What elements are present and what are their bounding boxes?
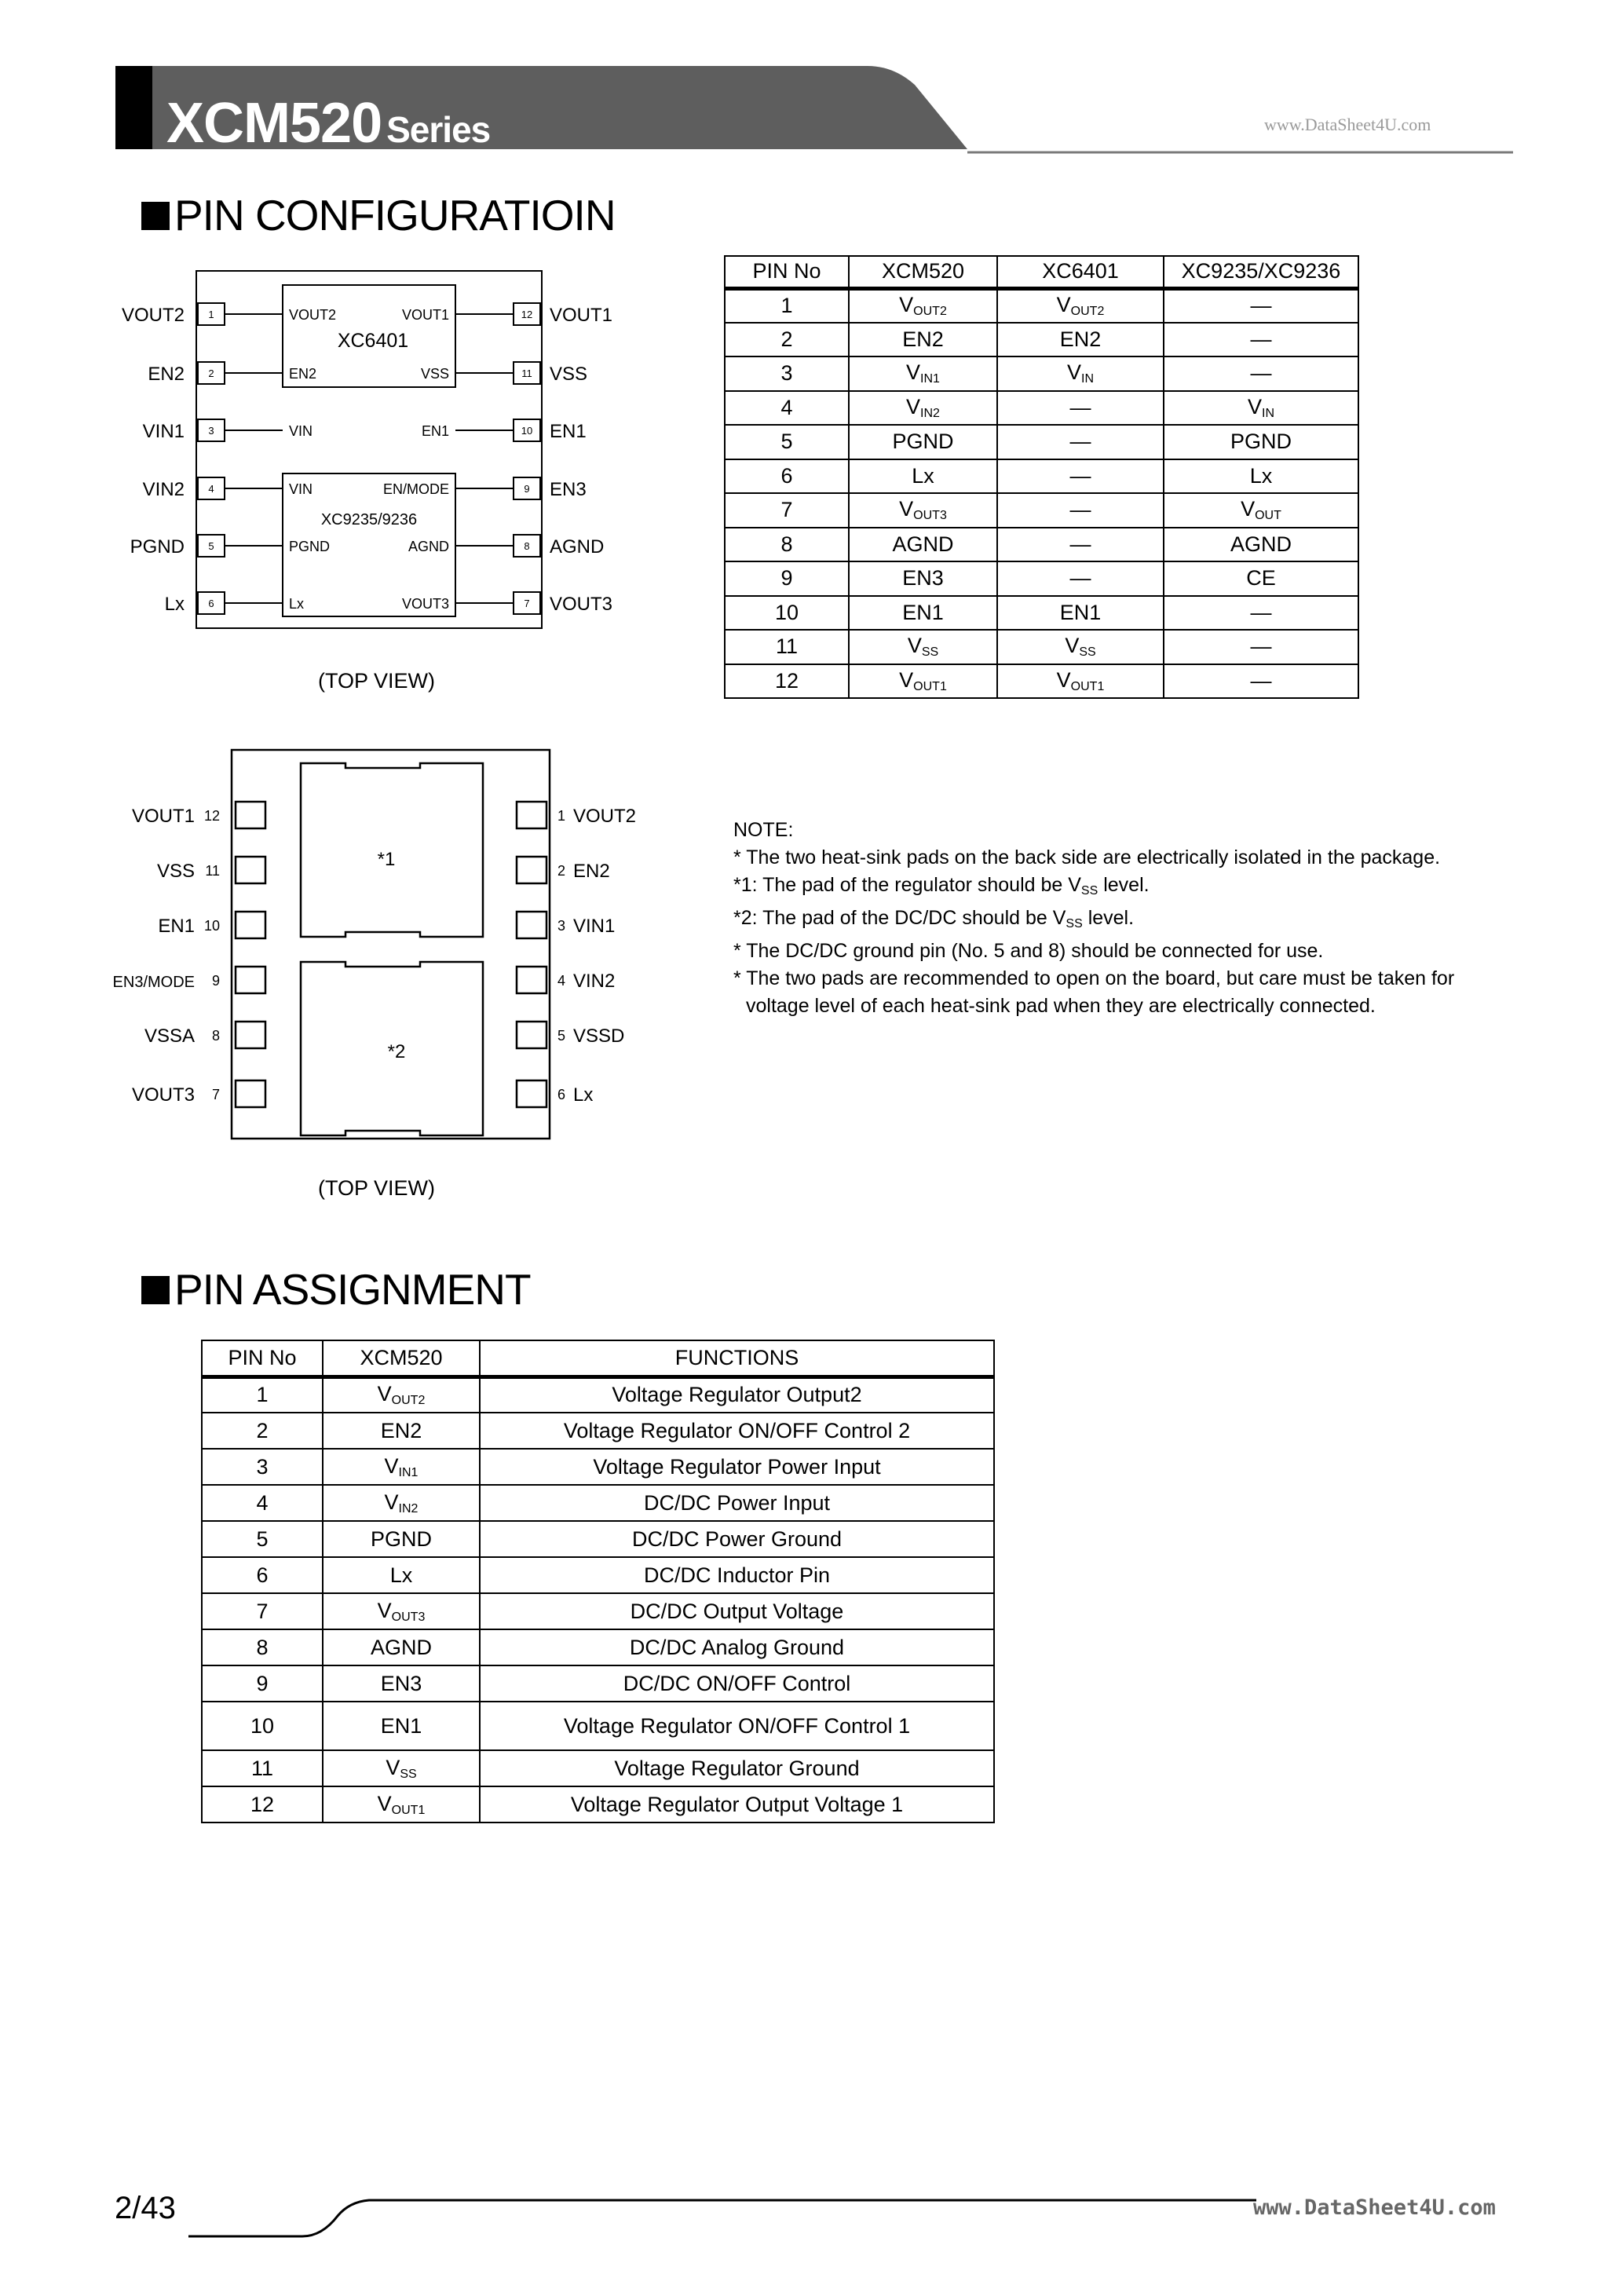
table-cell: $V_{OUT3}$ [323,1593,480,1629]
chip-pin-label: VOUT3 [401,596,449,612]
table-row [725,561,1358,596]
table-row [202,1557,994,1593]
package-pin [236,1022,265,1048]
table-cell: $V_{OUT3}$ [849,493,997,528]
table-row [725,425,1358,459]
pin-assignment-heading: PIN ASSIGNMENT [141,1264,531,1314]
table-cell: $V_{SS}$ [997,630,1164,664]
pin-label: VSSA [144,1026,195,1047]
table-cell: 4 [202,1485,323,1521]
table-cell: EN2 [849,323,997,357]
column-header: PIN No [202,1340,323,1377]
pin-number: 6 [557,1087,566,1102]
table-cell: — [1164,596,1358,631]
pin-label: EN2 [573,861,610,882]
notes-block [733,817,1574,1020]
package-pin [517,1080,546,1107]
table-cell: EN1 [997,596,1164,631]
column-header: XC9235/XC9236 [1164,256,1358,288]
pin-label: VIN1 [142,421,185,442]
table-cell: PGND [1164,425,1358,459]
pin-label: PGND [130,536,185,558]
pin-number: 10 [521,425,533,437]
table-cell: — [1164,664,1358,699]
table-cell: Voltage Regulator Power Input [480,1449,994,1485]
table-row [202,1377,994,1413]
pin-number: 11 [205,863,220,879]
pin-number: 8 [524,540,530,552]
pin-label: EN3/MODE [112,974,195,991]
table-row [202,1665,994,1702]
pin-number: 4 [208,483,214,495]
table-cell: EN2 [997,323,1164,357]
pin-number: 5 [208,540,214,552]
table-row [202,1702,994,1750]
table-cell: DC/DC Power Input [480,1485,994,1521]
table-cell: 3 [202,1449,323,1485]
table-cell: $V_{SS}$ [323,1750,480,1786]
series-suffix: Series [386,109,491,150]
table-cell: 10 [202,1702,323,1750]
table-row [725,356,1358,391]
pin-label: VOUT1 [550,305,613,326]
table-cell: EN3 [323,1665,480,1702]
table-cell: $V_{OUT1}$ [849,664,997,699]
table-row [202,1521,994,1557]
table-cell: Lx [1164,459,1358,494]
pin-number: 5 [557,1028,566,1044]
footer-url[interactable]: www.DataSheet4U.com [1253,2195,1496,2220]
note-line: voltage level of each heat-sink pad when they are electrically connected. [746,995,1376,1017]
table-row [202,1593,994,1629]
heading-square-icon [141,202,170,230]
table-cell: DC/DC ON/OFF Control [480,1665,994,1702]
table-cell: 8 [202,1629,323,1665]
pin-label: Lx [164,594,185,615]
package-pin [517,1022,546,1048]
table-row [725,459,1358,494]
table-row [725,391,1358,426]
table-cell: CE [1164,561,1358,596]
table-row [725,596,1358,631]
pin-label: EN1 [550,421,587,442]
pad-label: *2 [387,1041,406,1062]
pin-number: 12 [521,309,533,320]
table-cell: 8 [725,528,849,562]
table-cell: $V_{OUT2}$ [849,288,997,323]
package-outline [196,271,542,628]
chip-pin-label: Lx [289,596,305,612]
pin-number: 4 [557,973,566,989]
pin-number: 9 [211,973,220,989]
table-cell: PGND [849,425,997,459]
table-cell: AGND [1164,528,1358,562]
table-cell: — [997,425,1164,459]
table-cell: $V_{OUT}$ [1164,493,1358,528]
table-cell: Lx [849,459,997,494]
pin-label: EN1 [158,916,195,937]
table-cell: DC/DC Inductor Pin [480,1557,994,1593]
table-cell: $V_{IN2}$ [849,391,997,426]
table-cell: DC/DC Power Ground [480,1521,994,1557]
package-pin [236,967,265,993]
table-cell: 1 [725,288,849,323]
note-title: NOTE: [733,819,794,841]
note-line: * The two pads are recommended to open on the board, but care must be taken for [733,967,1455,989]
pin-label: VIN2 [142,479,185,500]
table-cell: Voltage Regulator Output2 [480,1377,994,1413]
table-cell: AGND [849,528,997,562]
table-cell: Voltage Regulator Ground [480,1750,994,1786]
table-cell: 5 [725,425,849,459]
chip-pin-label: VIN [289,481,313,497]
package-diagram [110,746,707,1158]
table-row [202,1449,994,1485]
note-line: * The DC/DC ground pin (No. 5 and 8) should be connected for use. [733,940,1324,962]
table-cell: 4 [725,391,849,426]
table-row [202,1750,994,1786]
note-line: *2: The pad of the DC/DC should be $V_{SS}$ level. [733,907,1135,930]
chip-pin-label: VOUT1 [401,307,449,323]
table-cell: 1 [202,1377,323,1413]
table-cell: 5 [202,1521,323,1557]
table-cell: — [1164,356,1358,391]
table-cell: 12 [725,664,849,699]
table-cell: $V_{IN1}$ [323,1449,480,1485]
chip-pin-label: VSS [420,366,449,382]
table-cell: 7 [202,1593,323,1629]
package-pin [236,802,265,828]
table-cell: EN3 [849,561,997,596]
table-cell: DC/DC Analog Ground [480,1629,994,1665]
table-cell: Voltage Regulator ON/OFF Control 2 [480,1413,994,1449]
pin-label: VOUT2 [573,806,637,827]
pin-label: EN2 [148,364,185,385]
note-line: * The two heat-sink pads on the back side are electrically isolated in the package. [733,846,1441,868]
table-row [725,630,1358,664]
pin-diagram-top [110,259,660,671]
table-row [725,493,1358,528]
pin-number: 11 [521,367,532,379]
table-cell: Voltage Regulator Output Voltage 1 [480,1786,994,1823]
chip-pin-label: AGND [408,539,449,554]
table-cell: Voltage Regulator ON/OFF Control 1 [480,1702,994,1750]
table-cell: — [997,391,1164,426]
table-cell: $V_{IN}$ [997,356,1164,391]
table-row [202,1786,994,1823]
table-cell: EN1 [849,596,997,631]
note-line: *1: The pad of the regulator should be $V_{SS}$ level. [733,874,1150,898]
table-cell: — [997,528,1164,562]
table-cell: — [997,459,1164,494]
table-cell: DC/DC Output Voltage [480,1593,994,1629]
table-cell: $V_{OUT2}$ [323,1377,480,1413]
document-title [166,91,490,155]
table-row [202,1629,994,1665]
pin-label: VOUT3 [131,1084,195,1106]
page-number: 2/43 [115,2191,176,2225]
table-cell: 2 [725,323,849,357]
column-header: FUNCTIONS [480,1340,994,1377]
table-cell: AGND [323,1629,480,1665]
table-cell: $V_{IN2}$ [323,1485,480,1521]
chip-top-label: XC6401 [337,330,409,352]
table-cell: 9 [202,1665,323,1702]
pin-number: 1 [208,309,214,320]
table-cell: 12 [202,1786,323,1823]
pin-number: 6 [208,598,214,609]
table-cell: PGND [323,1521,480,1557]
column-header: XC6401 [997,256,1164,288]
package-top-view-label: (TOP VIEW) [318,1176,436,1200]
table-row [202,1413,994,1449]
pin-label: AGND [550,536,605,558]
table-cell: $V_{IN}$ [1164,391,1358,426]
table-cell: — [1164,288,1358,323]
table-cell: 6 [725,459,849,494]
table-cell: — [997,493,1164,528]
pin-number: 10 [203,918,220,934]
table-cell: 10 [725,596,849,631]
pin-configuration-heading: PIN CONFIGURATIOIN [141,190,616,240]
pin-label: VOUT2 [121,305,185,326]
package-pin [236,912,265,938]
table-cell: 6 [202,1557,323,1593]
pin-number: 3 [208,425,214,437]
package-pin [517,967,546,993]
header-url[interactable]: www.DataSheet4U.com [1264,115,1431,134]
pin-number: 1 [557,808,566,824]
column-header: XCM520 [323,1340,480,1377]
pin-label: EN3 [550,479,587,500]
table-header-row [725,256,1358,288]
table-cell: 2 [202,1413,323,1449]
chip-pin-label: EN1 [421,423,449,439]
pin-number: 12 [203,808,220,824]
table-cell: Lx [323,1557,480,1593]
table-row [725,288,1358,323]
table-cell: 11 [202,1750,323,1786]
table-cell: EN1 [323,1702,480,1750]
table-cell: $V_{IN1}$ [849,356,997,391]
heading-square-icon [141,1276,170,1304]
series-name: XCM520 [166,92,382,155]
package-pin [236,857,265,883]
column-header: PIN No [725,256,849,288]
pin-number: 9 [524,483,530,495]
pad-label: *1 [377,849,396,870]
package-pin [236,1080,265,1107]
table-row [725,528,1358,562]
table-cell: 11 [725,630,849,664]
table-cell: — [1164,323,1358,357]
table-cell: $V_{OUT2}$ [997,288,1164,323]
table-row [725,664,1358,699]
package-pin [517,802,546,828]
package-pin [517,857,546,883]
table-row [725,323,1358,357]
chip-pin-label: EN/MODE [382,481,449,497]
pin-number: 2 [557,863,566,879]
table-cell: 7 [725,493,849,528]
pin-number: 8 [211,1028,220,1044]
package-body [232,750,550,1139]
table-cell: $V_{SS}$ [849,630,997,664]
table-cell: — [997,561,1164,596]
chip-pin-label: VOUT2 [289,307,337,323]
table-row [202,1485,994,1521]
package-pin [517,912,546,938]
table-header-row [202,1340,994,1377]
pin-label: VSSD [573,1026,625,1047]
pin-label: VSS [156,861,195,882]
table-cell: EN2 [323,1413,480,1449]
chip-pin-label: VIN [289,423,313,439]
chip-pin-label: PGND [289,539,331,554]
pin-number: 3 [557,918,566,934]
chip-bottom-label: XC9235/9236 [320,511,418,528]
pin-number: 7 [524,598,530,609]
pin-number: 2 [208,367,214,379]
pin-label: VIN1 [573,916,616,937]
pin-label: VOUT3 [550,594,613,615]
table-cell: 9 [725,561,849,596]
pin-configuration-table [724,255,1359,699]
chip-pin-label: EN2 [289,366,317,382]
pin-number: 7 [211,1087,220,1102]
table-cell: — [1164,630,1358,664]
pin-label: VOUT1 [131,806,195,827]
pin-label: VIN2 [573,971,616,992]
column-header: XCM520 [849,256,997,288]
diagram-top-view-label: (TOP VIEW) [318,669,436,693]
table-cell: $V_{OUT1}$ [997,664,1164,699]
table-cell: $V_{OUT1}$ [323,1786,480,1823]
pin-label: VSS [550,364,588,385]
table-cell: 3 [725,356,849,391]
pin-label: Lx [573,1084,594,1106]
pin-assignment-table [201,1340,995,1823]
